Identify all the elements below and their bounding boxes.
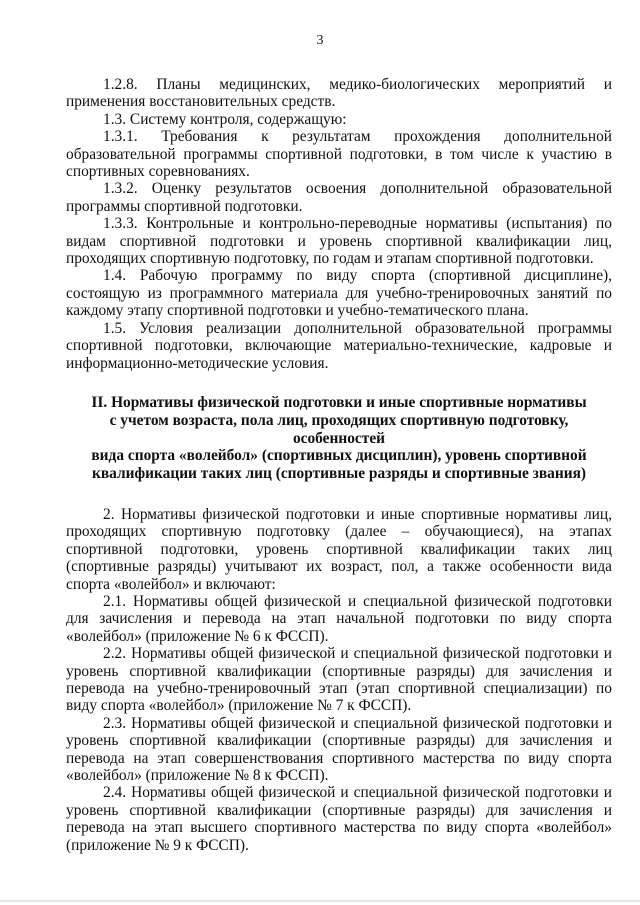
paragraph-2-3: 2.3. Нормативы общей физической и специальной физической подготовки и уровень спортивной квалификации (спортивные разряды) для зачисления и перевода на этап совершенствования спортивного мастерства по виду спорта «волейбол» (приложение № 8 к ФССП). xyxy=(66,714,612,784)
paragraph-2: 2. Нормативы физической подготовки и иные спортивные нормативы лиц, проходящих спортивную подготовку (далее – обучающиеся), на этапах спортивной подготовки, уровень спортивной квалификации таких лиц (спортивные разряды) учитывают их возраст, пол, а также особенности вида спорта «волейбол» и включают: xyxy=(66,505,612,593)
paragraph-1-4: 1.4. Рабочую программу по виду спорта (спортивной дисциплине), состоящую из программного материала для учебно-тренировочных занятий по каждому этапу спортивной подготовки и учебно-тематического плана. xyxy=(66,267,612,320)
paragraph-2-2: 2.2. Нормативы общей физической и специальной физической подготовки и уровень спортивной квалификации (спортивные разряды) для зачисления и перевода на учебно-тренировочный этап (этап спортивной специализации) по виду спорта «волейбол» (приложение № 7 к ФССП). xyxy=(66,645,612,715)
section-heading-line: вида спорта «волейбол» (спортивных дисциплин), уровень спортивной xyxy=(91,447,587,465)
paragraph-1-2-8: 1.2.8. Планы медицинских, медико-биологических мероприятий и применения восстановительных средств. xyxy=(66,76,612,111)
section-heading xyxy=(66,394,612,483)
paragraph-1-3-1: 1.3.1. Требования к результатам прохождения дополнительной образовательной программы спортивной подготовки, в том числе к участию в спортивных соревнованиях. xyxy=(66,128,612,181)
section-heading-line: с учетом возраста, пола лиц, проходящих спортивную подготовку, особенностей xyxy=(109,411,569,447)
paragraph-1-3-3: 1.3.3. Контрольные и контрольно-переводные нормативы (испытания) по видам спортивной подготовки и уровень спортивной квалификации лиц, проходящих спортивную подготовку, по годам и этапам спортивной подготовки. xyxy=(66,215,612,268)
section-heading-line: II. Нормативы физической подготовки и иные спортивные нормативы xyxy=(91,393,587,411)
paragraph-2-4: 2.4. Нормативы общей физической и специальной физической подготовки и уровень спортивной квалификации (спортивные разряды) для зачисления и перевода на этап высшего спортивного мастерства по виду спорта «волейбол» (приложение № 9 к ФССП). xyxy=(66,784,612,854)
scan-edge-line xyxy=(0,900,640,902)
paragraph-1-3: 1.3. Систему контроля, содержащую: xyxy=(103,110,347,128)
paragraph-1-3-2: 1.3.2. Оценку результатов освоения дополнительной образовательной программы спортивной подготовки. xyxy=(66,180,612,215)
paragraph-2-1: 2.1. Нормативы общей физической и специальной физической подготовки для зачисления и перевода на этап начальной подготовки по виду спорта «волейбол» (приложение № 6 к ФССП). xyxy=(66,592,612,645)
page-number: 3 xyxy=(316,33,324,48)
paragraph-1-5: 1.5. Условия реализации дополнительной образовательной программы спортивной подготовки, включающие материально-технические, кадровые и информационно-методические условия. xyxy=(66,319,612,372)
section-heading-line: квалификации таких лиц (спортивные разряды и спортивные звания) xyxy=(91,465,587,483)
document-body xyxy=(66,76,612,854)
